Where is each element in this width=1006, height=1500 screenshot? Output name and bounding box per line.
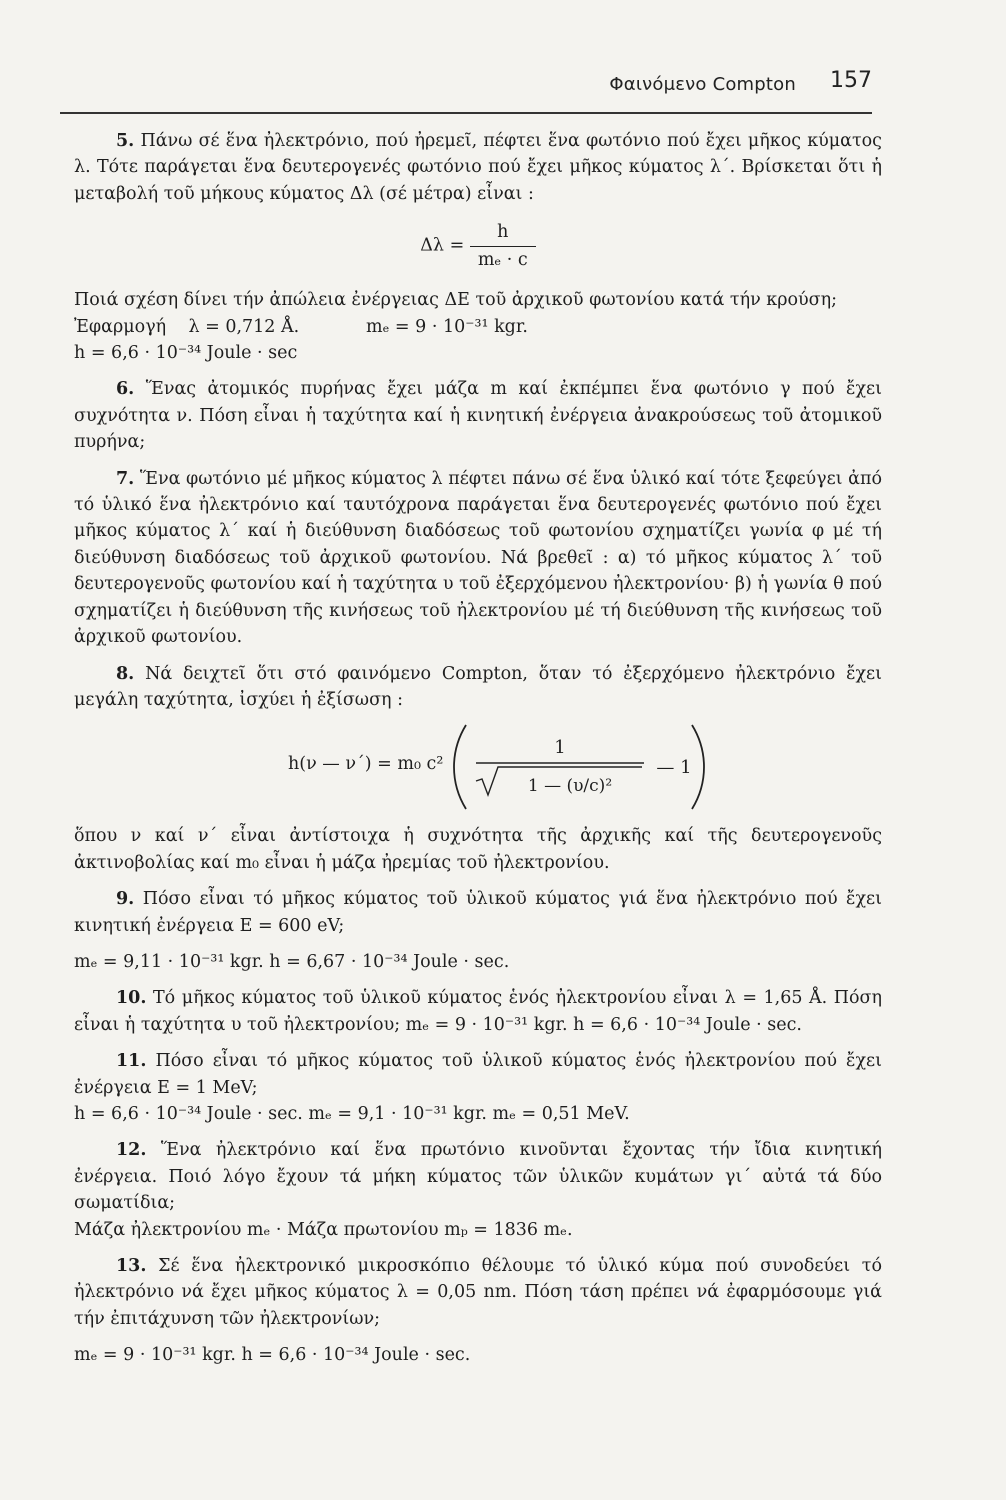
page-number: 157 xyxy=(830,68,872,93)
problem-7-statement xyxy=(74,466,882,651)
problem-13-text: Σέ ἕνα ἠλεκτρονικό μικροσκόπιο θέλουμε τό ὑλικό κύμα πού συνοδεύει τό ἠλεκτρόνιο νά ἔχει μῆκος κύματος λ = 0,05 nm. Πόση τάση πρέπει νά ἐφαρμόσουμε γιά τήν ἐπιτάχυνση τῶν ἠλεκτρονίων; xyxy=(74,1256,882,1329)
problem-7-text: Ἕνα φωτόνιο μέ μῆκος κύματος λ πέφτει πάνω σέ ἕνα ὑλικό καί τότε ξεφεύγει ἀπό τό ὑλικό ἕνα ἠλεκτρόνιο καί ταυτόχρονα παράγεται ἕνα δευτερογενές φωτόνιο πού ἔχει μῆκος κύματος λ΄ καί ἡ διεύθυνση διαδόσεως τοῦ φωτονίου σχηματίζει γωνία φ μέ τή διεύθυνση διαδόσεως τοῦ ἀρχικοῦ φωτονίου. Νά βρεθεῖ : α) τό μῆκος κύματος λ΄ τοῦ δευτερογενοῦς φωτονίου καί ἡ ταχύτητα υ τοῦ ἐξερχόμενου ἠλεκτρονίου· β) ἡ γωνία θ πού σχηματίζει ἡ διεύθυνση τῆς κινήσεως τοῦ ἠλεκτρονίου μέ τή διεύθυνση τῆς κινήσεως τοῦ ἀρχικοῦ φωτονίου. xyxy=(74,468,882,648)
problem-11-text: Πόσο εἶναι τό μῆκος κύματος τοῦ ὑλικοῦ κύματος ἑνός ἠλεκτρονίου πού ἔχει ἐνέργεια Ε = 1 MeV; xyxy=(74,1051,882,1098)
header-rule xyxy=(60,112,872,114)
formula-8-bracket xyxy=(448,721,708,813)
problem-12-text: Ἕνα ἠλεκτρόνιο καί ἕνα πρωτόνιο κινοῦνται ἔχοντας τήν ἴδια κινητική ἐνέργεια. Ποιό λόγο ἔχουν τά μήκη κύματος τῶν ὑλικῶν κυμάτων γι΄ αὐτά τά δύο σωματίδια; xyxy=(74,1140,882,1214)
formula-5-lhs: Δλ = xyxy=(420,235,465,256)
problem-13-data: mₑ = 9 · 10⁻³¹ kgr. h = 6,6 · 10⁻³⁴ Joule · sec. xyxy=(74,1345,471,1366)
formula-5-denominator: mₑ · c xyxy=(470,246,536,273)
problem-6-number: 6. xyxy=(116,379,135,400)
problem-5-question: Ποιά σχέση δίνει τήν ἀπώλεια ἐνέργειας ΔΕ τοῦ ἀρχικοῦ φωτονίου κατά τήν κρούση; xyxy=(74,290,838,311)
right-parenthesis xyxy=(692,725,704,809)
problem-10-text: Τό μῆκος κύματος τοῦ ὑλικοῦ κύματος ἑνός ἠλεκτρονίου εἶναι λ = 1,65 Å. Πόση εἶναι ἡ ταχύτητα υ τοῦ ἠλεκτρονίου; mₑ = 9 · 10⁻³¹ kgr. h = 6,6 · 10⁻³⁴ Joule · sec. xyxy=(74,988,882,1035)
problem-5-text: Πάνω σέ ἕνα ἠλεκτρόνιο, πού ἠρεμεῖ, πέφτει ἕνα φωτόνιο πού ἔχει μῆκος κύματος λ. Τότε παράγεται ἕνα δευτερογενές φωτόνιο πού ἔχει μῆκος κύματος λ΄. Βρίσκεται ὅτι ἡ μεταβολή τοῦ μήκους κύματος Δλ (σέ μέτρα) εἶναι : xyxy=(74,131,882,204)
problem-13-statement xyxy=(74,1253,882,1332)
formula-8-one: 1 xyxy=(554,737,566,759)
problem-13-number: 13. xyxy=(116,1256,147,1276)
formula-5-fraction xyxy=(470,219,536,273)
formula-8-root: 1 — (υ/c)² xyxy=(527,776,613,797)
formula-8-lhs: h(ν — ν΄) = m₀ c² xyxy=(288,754,444,775)
problem-list xyxy=(74,128,882,1369)
application-lambda: λ = 0,712 Å. xyxy=(188,316,300,337)
problem-8-formula xyxy=(74,721,882,813)
problem-11-number: 11. xyxy=(116,1051,147,1072)
problem-12-statement xyxy=(74,1137,882,1216)
running-head-title: Φαινόμενο Compton xyxy=(609,74,796,95)
problem-5-application xyxy=(74,314,882,340)
problem-11-statement xyxy=(74,1048,882,1101)
problem-9-text: Πόσο εἶναι τό μῆκος κύματος τοῦ ὑλικοῦ κύματος γιά ἕνα ἠλεκτρόνιο πού ἔχει κινητική ἐνέργεια Ε = 600 eV; xyxy=(74,889,882,936)
application-label: Ἐφαρμογή xyxy=(74,316,167,337)
left-parenthesis xyxy=(454,725,466,809)
problem-7-number: 7. xyxy=(116,468,135,489)
problem-9-number: 9. xyxy=(116,889,135,910)
formula-5-numerator: h xyxy=(497,222,509,243)
problem-5-formula xyxy=(74,219,882,275)
problem-9-statement xyxy=(74,886,882,939)
problem-6-text: Ἕνας ἀτομικός πυρήνας ἔχει μάζα m καί ἐκπέμπει ἕνα φωτόνιο γ πού ἔχει συχνότητα ν. Πόση εἶναι ἡ ταχύτητα καί ἡ κινητική ἐνέργεια ἀνακρούσεως τοῦ ἀτομικοῦ πυρήνα; xyxy=(74,379,882,453)
problem-11-data: h = 6,6 · 10⁻³⁴ Joule · sec. mₑ = 9,1 · 10⁻³¹ kgr. mₑ = 0,51 MeV. xyxy=(74,1103,630,1124)
problem-5-statement xyxy=(74,128,882,207)
problem-12-number: 12. xyxy=(116,1140,147,1161)
formula-8-minus-one: — 1 xyxy=(656,757,692,779)
problem-12-data: Μάζα ἠλεκτρονίου mₑ · Μάζα πρωτονίου mₚ = 1836 mₑ. xyxy=(74,1219,573,1240)
problem-8-statement xyxy=(74,661,882,714)
running-head xyxy=(0,66,872,106)
problem-5-number: 5. xyxy=(116,131,135,151)
problem-6-statement xyxy=(74,376,882,455)
problem-10-number: 10. xyxy=(116,988,147,1009)
problem-8-text: Νά δειχτεῖ ὅτι στό φαινόμενο Compton, ὅταν τό ἐξερχόμενο ἠλεκτρόνιο ἔχει μεγάλη ταχύτητα, ἰσχύει ἡ ἐξίσωση : xyxy=(74,663,882,710)
problem-8-number: 8. xyxy=(116,663,135,684)
problem-10-statement xyxy=(74,985,882,1038)
application-me: mₑ = 9 · 10⁻³¹ kgr. xyxy=(365,316,528,337)
problem-5-h-value: h = 6,6 · 10⁻³⁴ Joule · sec xyxy=(74,343,298,364)
problem-8-explanation: ὅπου ν καί ν΄ εἶναι ἀντίστοιχα ἡ συχνότητα τῆς ἀρχικῆς καί τῆς δευτερογενοῦς ἀκτινοβολίας καί m₀ εἶναι ἡ μάζα ἠρεμίας τοῦ ἠλεκτρονίου. xyxy=(74,826,882,873)
problem-9-data: mₑ = 9,11 · 10⁻³¹ kgr. h = 6,67 · 10⁻³⁴ Joule · sec. xyxy=(74,951,510,972)
